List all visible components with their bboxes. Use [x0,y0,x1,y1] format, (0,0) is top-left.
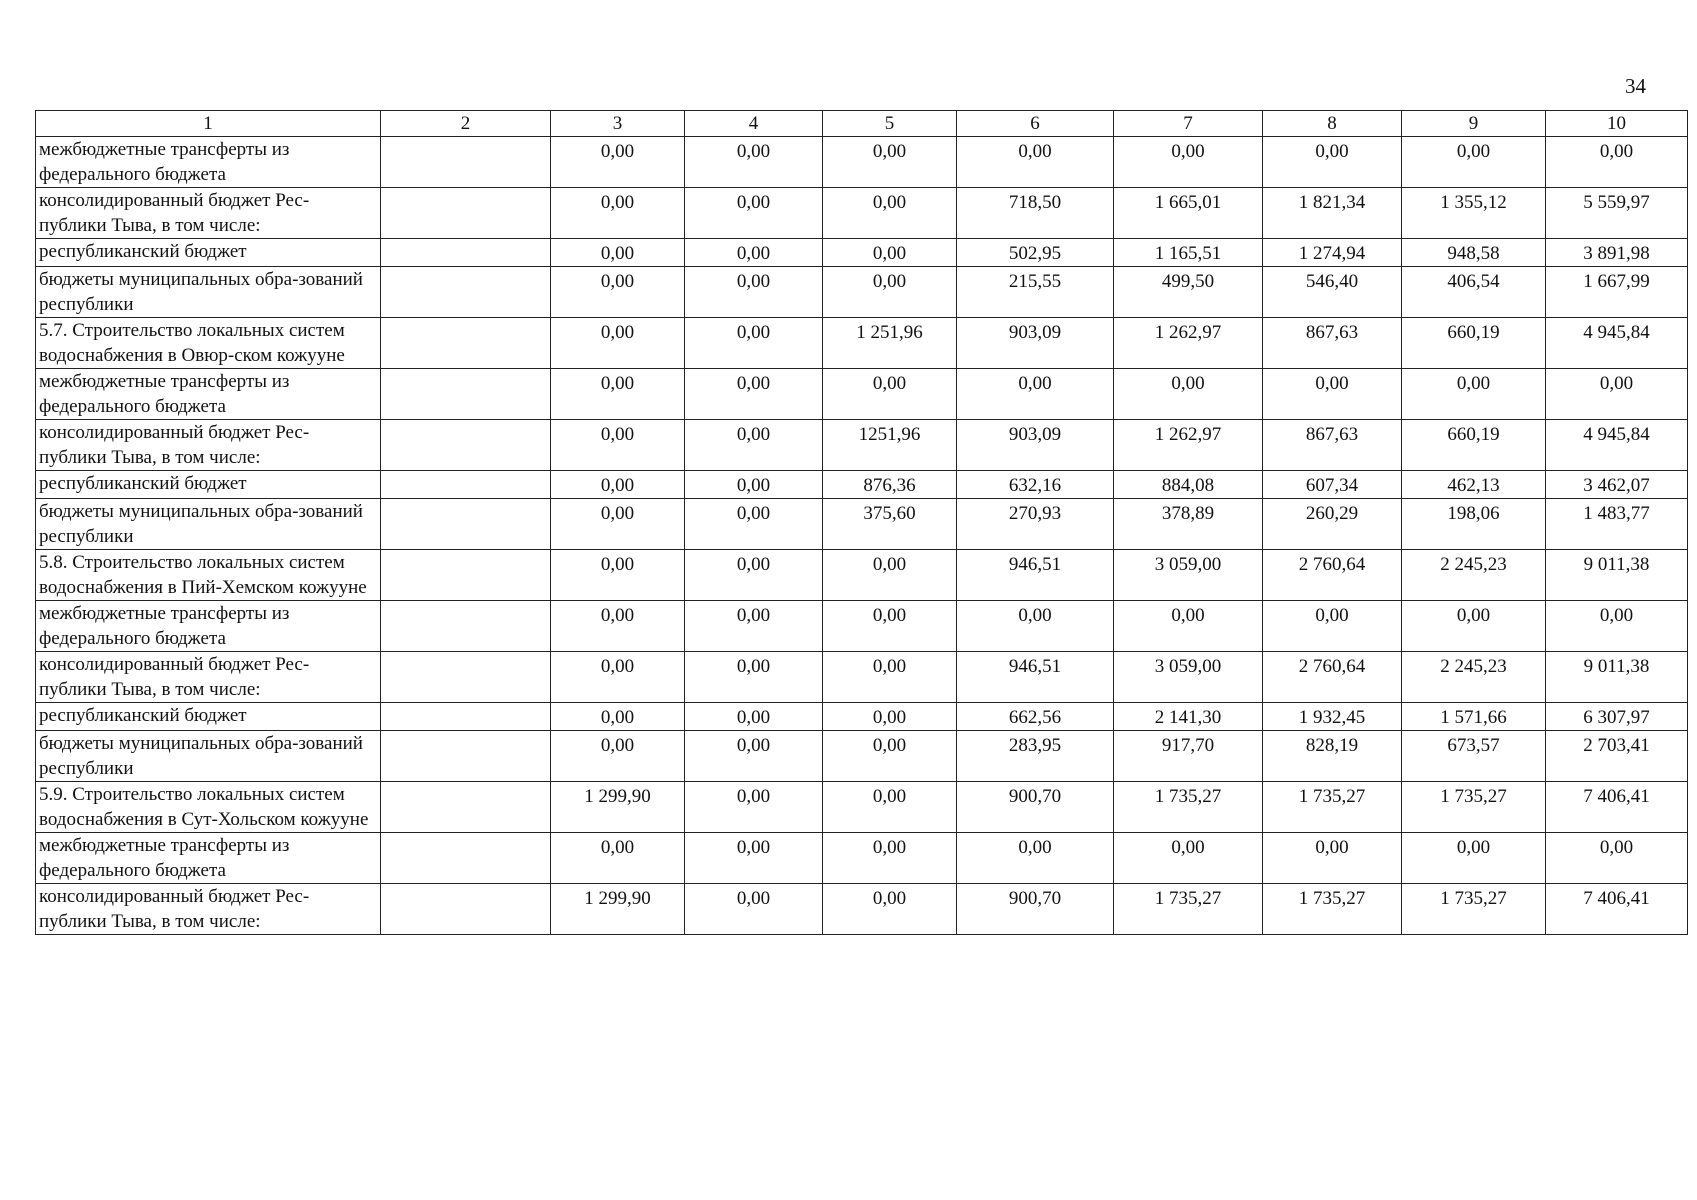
value-cell: 0,00 [1263,369,1402,420]
value-cell: 0,00 [551,652,685,703]
value-cell: 660,19 [1402,420,1546,471]
table-row [36,499,1688,550]
value-cell: 1 735,27 [1402,884,1546,935]
table-row [36,420,1688,471]
column-header: 10 [1546,111,1688,137]
row-label: бюджеты муниципальных обра-зований республики [36,267,381,318]
value-cell: 2 245,23 [1402,652,1546,703]
value-cell: 946,51 [957,550,1114,601]
column-header: 9 [1402,111,1546,137]
value-cell: 0,00 [1546,137,1688,188]
value-cell: 1 262,97 [1114,318,1263,369]
value-cell: 0,00 [685,731,823,782]
value-cell: 0,00 [823,369,957,420]
value-cell: 1 571,66 [1402,703,1546,731]
column-header: 7 [1114,111,1263,137]
row-col2-cell [381,267,551,318]
value-cell: 0,00 [685,188,823,239]
table-row [36,601,1688,652]
value-cell: 0,00 [1546,833,1688,884]
value-cell: 1 483,77 [1546,499,1688,550]
row-label: 5.7. Строительство локальных систем водоснабжения в Овюр-ском кожууне [36,318,381,369]
column-header: 6 [957,111,1114,137]
row-col2-cell [381,239,551,267]
row-label: республиканский бюджет [36,703,381,731]
table-row [36,731,1688,782]
value-cell: 0,00 [823,239,957,267]
table-row [36,369,1688,420]
value-cell: 0,00 [685,239,823,267]
row-col2-cell [381,601,551,652]
value-cell: 1 262,97 [1114,420,1263,471]
row-label: межбюджетные трансферты из федерального бюджета [36,369,381,420]
row-label: республиканский бюджет [36,471,381,499]
value-cell: 673,57 [1402,731,1546,782]
row-col2-cell [381,471,551,499]
value-cell: 9 011,38 [1546,550,1688,601]
value-cell: 0,00 [1402,833,1546,884]
value-cell: 1 299,90 [551,884,685,935]
value-cell: 5 559,97 [1546,188,1688,239]
column-header: 5 [823,111,957,137]
row-label: межбюджетные трансферты из федерального бюджета [36,137,381,188]
value-cell: 462,13 [1402,471,1546,499]
value-cell: 0,00 [823,731,957,782]
value-cell: 1 667,99 [1546,267,1688,318]
table-row [36,652,1688,703]
value-cell: 0,00 [551,318,685,369]
value-cell: 502,95 [957,239,1114,267]
value-cell: 4 945,84 [1546,420,1688,471]
value-cell: 406,54 [1402,267,1546,318]
value-cell: 0,00 [957,601,1114,652]
value-cell: 270,93 [957,499,1114,550]
row-col2-cell [381,188,551,239]
table-row [36,884,1688,935]
value-cell: 0,00 [551,499,685,550]
row-label: бюджеты муниципальных обра-зований республики [36,731,381,782]
value-cell: 0,00 [1402,601,1546,652]
value-cell: 1 821,34 [1263,188,1402,239]
value-cell: 283,95 [957,731,1114,782]
value-cell: 0,00 [823,601,957,652]
row-label: консолидированный бюджет Рес-публики Тыва, в том числе: [36,652,381,703]
value-cell: 0,00 [823,267,957,318]
value-cell: 0,00 [551,369,685,420]
value-cell: 2 760,64 [1263,652,1402,703]
budget-table [35,110,1688,935]
column-header: 3 [551,111,685,137]
value-cell: 0,00 [1546,369,1688,420]
row-col2-cell [381,884,551,935]
value-cell: 867,63 [1263,318,1402,369]
value-cell: 0,00 [685,703,823,731]
value-cell: 1 735,27 [1263,782,1402,833]
value-cell: 0,00 [1546,601,1688,652]
value-cell: 607,34 [1263,471,1402,499]
value-cell: 946,51 [957,652,1114,703]
row-label: 5.9. Строительство локальных систем водоснабжения в Сут-Хольском кожууне [36,782,381,833]
value-cell: 0,00 [685,137,823,188]
table-row [36,782,1688,833]
value-cell: 1 665,01 [1114,188,1263,239]
value-cell: 0,00 [957,833,1114,884]
table-row [36,239,1688,267]
value-cell: 7 406,41 [1546,884,1688,935]
value-cell: 3 059,00 [1114,652,1263,703]
value-cell: 378,89 [1114,499,1263,550]
value-cell: 0,00 [823,703,957,731]
row-col2-cell [381,731,551,782]
row-col2-cell [381,318,551,369]
value-cell: 0,00 [685,782,823,833]
table-row [36,833,1688,884]
value-cell: 499,50 [1114,267,1263,318]
table-row [36,188,1688,239]
table-body [36,137,1688,935]
row-col2-cell [381,833,551,884]
value-cell: 0,00 [957,137,1114,188]
value-cell: 0,00 [1114,601,1263,652]
value-cell: 375,60 [823,499,957,550]
row-label: консолидированный бюджет Рес-публики Тыва, в том числе: [36,420,381,471]
value-cell: 4 945,84 [1546,318,1688,369]
value-cell: 632,16 [957,471,1114,499]
value-cell: 0,00 [551,471,685,499]
value-cell: 3 891,98 [1546,239,1688,267]
value-cell: 0,00 [685,833,823,884]
value-cell: 903,09 [957,318,1114,369]
value-cell: 0,00 [551,188,685,239]
row-col2-cell [381,137,551,188]
column-header: 1 [36,111,381,137]
value-cell: 0,00 [551,137,685,188]
row-label: межбюджетные трансферты из федерального бюджета [36,601,381,652]
value-cell: 0,00 [1263,137,1402,188]
value-cell: 0,00 [1114,369,1263,420]
table-row [36,318,1688,369]
row-label: 5.8. Строительство локальных систем водоснабжения в Пий-Хемском кожууне [36,550,381,601]
value-cell: 7 406,41 [1546,782,1688,833]
value-cell: 0,00 [685,267,823,318]
value-cell: 0,00 [551,833,685,884]
value-cell: 0,00 [685,884,823,935]
value-cell: 2 760,64 [1263,550,1402,601]
value-cell: 9 011,38 [1546,652,1688,703]
value-cell: 1 735,27 [1263,884,1402,935]
value-cell: 2 141,30 [1114,703,1263,731]
value-cell: 198,06 [1402,499,1546,550]
value-cell: 260,29 [1263,499,1402,550]
value-cell: 0,00 [823,188,957,239]
value-cell: 900,70 [957,884,1114,935]
value-cell: 0,00 [685,499,823,550]
value-cell: 1 251,96 [823,318,957,369]
table-row [36,550,1688,601]
value-cell: 876,36 [823,471,957,499]
value-cell: 215,55 [957,267,1114,318]
value-cell: 0,00 [551,731,685,782]
table-row [36,137,1688,188]
value-cell: 1 299,90 [551,782,685,833]
value-cell: 2 703,41 [1546,731,1688,782]
value-cell: 948,58 [1402,239,1546,267]
page-number: 34 [1625,74,1646,98]
value-cell: 0,00 [551,267,685,318]
row-col2-cell [381,420,551,471]
value-cell: 0,00 [957,369,1114,420]
value-cell: 903,09 [957,420,1114,471]
row-col2-cell [381,499,551,550]
value-cell: 867,63 [1263,420,1402,471]
value-cell: 2 245,23 [1402,550,1546,601]
value-cell: 917,70 [1114,731,1263,782]
value-cell: 0,00 [1402,137,1546,188]
value-cell: 0,00 [1114,833,1263,884]
column-header: 4 [685,111,823,137]
value-cell: 1 355,12 [1402,188,1546,239]
value-cell: 0,00 [823,137,957,188]
value-cell: 0,00 [1402,369,1546,420]
row-label: межбюджетные трансферты из федерального бюджета [36,833,381,884]
header-row [36,111,1688,137]
value-cell: 828,19 [1263,731,1402,782]
value-cell: 1251,96 [823,420,957,471]
value-cell: 0,00 [551,239,685,267]
value-cell: 0,00 [685,601,823,652]
value-cell: 0,00 [1263,833,1402,884]
value-cell: 662,56 [957,703,1114,731]
value-cell: 3 059,00 [1114,550,1263,601]
row-label: консолидированный бюджет Рес-публики Тыва, в том числе: [36,884,381,935]
value-cell: 1 735,27 [1114,782,1263,833]
value-cell: 1 274,94 [1263,239,1402,267]
row-col2-cell [381,782,551,833]
value-cell: 0,00 [823,782,957,833]
column-header: 8 [1263,111,1402,137]
value-cell: 546,40 [1263,267,1402,318]
value-cell: 0,00 [685,471,823,499]
table-row [36,471,1688,499]
value-cell: 0,00 [823,652,957,703]
value-cell: 1 735,27 [1114,884,1263,935]
value-cell: 3 462,07 [1546,471,1688,499]
value-cell: 1 735,27 [1402,782,1546,833]
row-col2-cell [381,652,551,703]
table-row [36,267,1688,318]
value-cell: 0,00 [551,420,685,471]
value-cell: 0,00 [685,318,823,369]
row-label: республиканский бюджет [36,239,381,267]
value-cell: 1 165,51 [1114,239,1263,267]
value-cell: 1 932,45 [1263,703,1402,731]
value-cell: 0,00 [1114,137,1263,188]
value-cell: 0,00 [823,833,957,884]
value-cell: 0,00 [551,703,685,731]
value-cell: 6 307,97 [1546,703,1688,731]
value-cell: 0,00 [823,884,957,935]
row-col2-cell [381,550,551,601]
value-cell: 0,00 [685,550,823,601]
row-label: бюджеты муниципальных обра-зований республики [36,499,381,550]
value-cell: 0,00 [823,550,957,601]
value-cell: 900,70 [957,782,1114,833]
value-cell: 0,00 [685,420,823,471]
table-row [36,703,1688,731]
value-cell: 0,00 [1263,601,1402,652]
value-cell: 0,00 [685,369,823,420]
value-cell: 0,00 [685,652,823,703]
column-header: 2 [381,111,551,137]
row-col2-cell [381,369,551,420]
value-cell: 0,00 [551,601,685,652]
value-cell: 884,08 [1114,471,1263,499]
value-cell: 718,50 [957,188,1114,239]
value-cell: 0,00 [551,550,685,601]
value-cell: 660,19 [1402,318,1546,369]
row-label: консолидированный бюджет Рес-публики Тыва, в том числе: [36,188,381,239]
row-col2-cell [381,703,551,731]
